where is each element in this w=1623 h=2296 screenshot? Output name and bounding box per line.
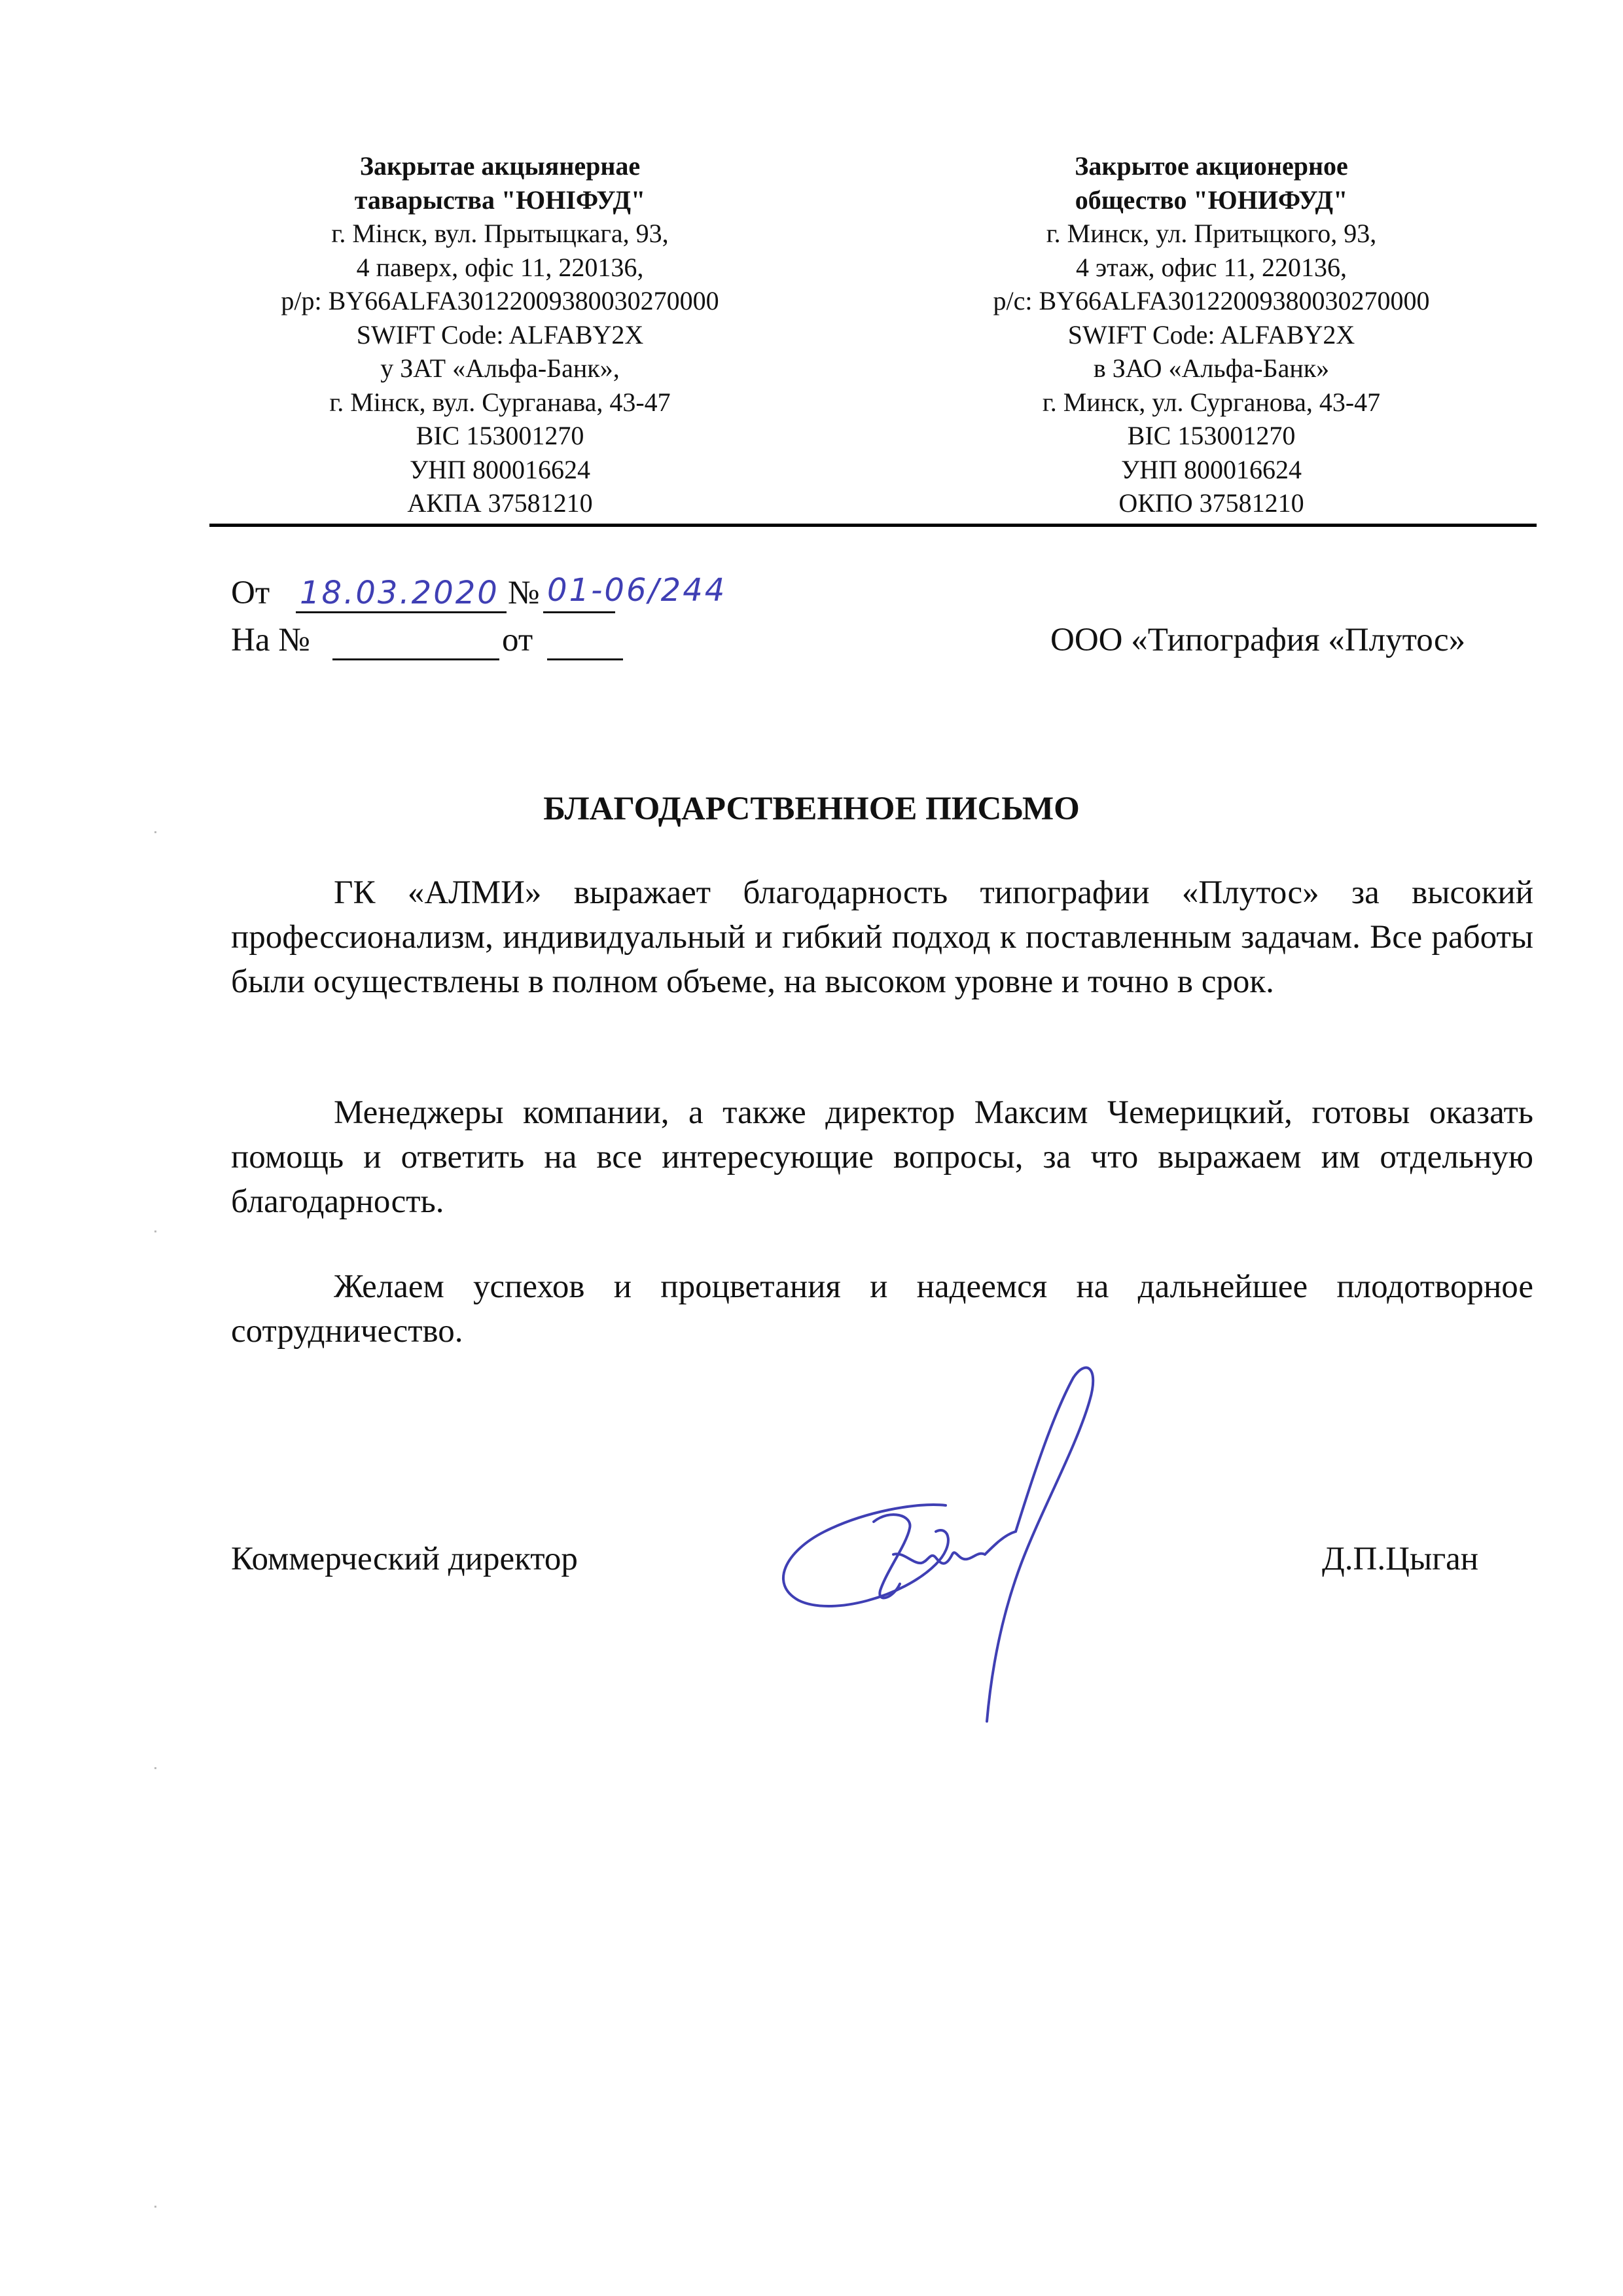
address-line1-by: г. Мінск, вул. Прытыцкага, 93, (331, 219, 669, 248)
bank-address-ru: г. Минск, ул. Сурганова, 43-47 (1042, 387, 1381, 417)
bank-by: у ЗАТ «Альфа-Банк», (380, 353, 620, 383)
ref-number-blank (332, 658, 499, 660)
address-line1-ru: г. Минск, ул. Притыцкого, 93, (1046, 219, 1377, 248)
scan-dot (154, 831, 156, 833)
company-type-ru: Закрытое акционерное (1075, 151, 1348, 181)
swift-by: SWIFT Code: ALFABY2X (356, 319, 644, 350)
bank-address-by: г. Мінск, вул. Сурганава, 43-47 (329, 387, 671, 417)
signatory-name: Д.П.Цыган (1322, 1541, 1479, 1577)
okpo-ru: ОКПО 37581210 (1118, 488, 1304, 518)
number-blank-line (543, 611, 615, 613)
company-type-by: Закрытае акцыянернае (359, 151, 641, 181)
date-blank-line (296, 611, 507, 613)
scan-dot (154, 1230, 156, 1232)
recipient: ООО «Типография «Плутос» (1050, 622, 1466, 658)
unp-ru: УНП 800016624 (1120, 454, 1302, 484)
bank-ru: в ЗАО «Альфа-Банк» (1093, 353, 1330, 383)
ref-from-label: от (502, 622, 533, 658)
scan-dot (154, 1767, 156, 1769)
account-by: р/р: BY66ALFA30122009380030270000 (281, 286, 719, 315)
account-ru: р/с: BY66ALFA30122009380030270000 (993, 286, 1430, 315)
document-title: БЛАГОДАРСТВЕННОЕ ПИСЬМО (543, 791, 1080, 827)
scan-dot (154, 2206, 156, 2208)
address-line2-by: 4 паверх, офіс 11, 220136, (356, 252, 644, 282)
body-paragraph-3: Желаем успехов и процветания и надеемся на дальнейшее плодотворное сотрудничество. (231, 1268, 1533, 1350)
ref-date-blank (547, 658, 623, 660)
from-label: От (231, 575, 270, 611)
ref-number-label: На № (231, 622, 310, 658)
handwritten-number: 01-06/244 (547, 572, 727, 609)
address-line2-ru: 4 этаж, офис 11, 220136, (1075, 252, 1347, 282)
body-paragraph-1: ГК «АЛМИ» выражает благодарность типографии «Плутос» за высокий профессионализм, индивидуальный и гибкий подход к поставленным задачам. Все работы были осуществлены в полном объеме, на высоком уровне и точно в срок. (231, 874, 1533, 1000)
signature-scribble (759, 1355, 1126, 1734)
header-divider (209, 524, 1537, 527)
company-name-by: таварыства "ЮНІФУД" (354, 185, 646, 215)
header-requisites-left (205, 149, 794, 520)
handwritten-date: 18.03.2020 (300, 575, 499, 611)
signatory-position: Коммерческий директор (231, 1541, 578, 1577)
company-name-ru: общество "ЮНИФУД" (1075, 185, 1348, 215)
bic-by: BIC 153001270 (416, 421, 584, 450)
body-paragraph-2: Менеджеры компании, а также директор Максим Чемерицкий, готовы оказать помощь и ответить на все интересующие вопросы, за что выражаем им отдельную благодарность. (231, 1094, 1533, 1220)
header-requisites-right (917, 149, 1506, 520)
swift-ru: SWIFT Code: ALFABY2X (1067, 319, 1355, 350)
okpo-by: АКПА 37581210 (407, 488, 593, 518)
bic-ru: BIC 153001270 (1127, 421, 1296, 450)
number-label: № (508, 575, 540, 611)
unp-by: УНП 800016624 (409, 454, 591, 484)
